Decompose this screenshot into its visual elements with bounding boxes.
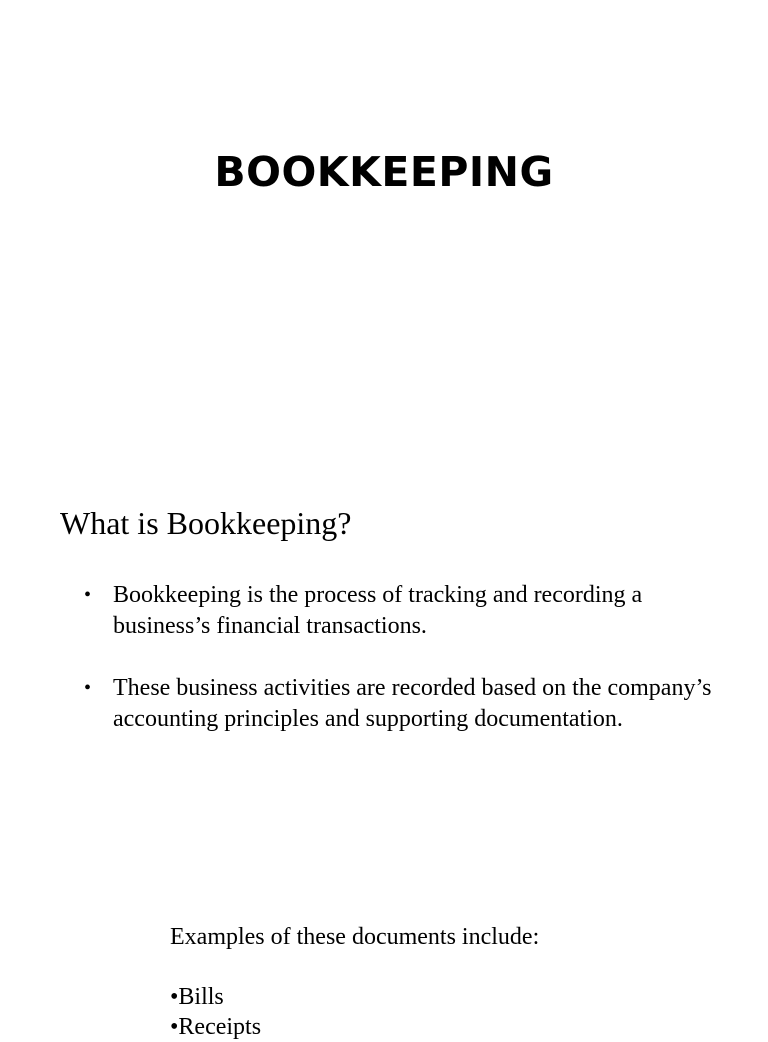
examples-item: •Bills bbox=[170, 984, 224, 1010]
examples-item: •Receipts bbox=[170, 1014, 262, 1040]
bullet-item bbox=[0, 673, 768, 735]
bullet-marker: • bbox=[84, 584, 92, 606]
examples-block bbox=[170, 922, 539, 1042]
examples-intro: Examples of these documents include: bbox=[170, 924, 540, 950]
bullet-marker: • bbox=[84, 677, 92, 699]
examples-list bbox=[170, 982, 539, 1042]
bullet-list bbox=[0, 580, 768, 766]
document-title: BOOKKEEPING bbox=[214, 148, 554, 196]
bullet-text: Bookkeeping is the process of tracking and recording a business’s financial transactions. bbox=[113, 582, 643, 639]
bullet-text: These business activities are recorded based on the company’s accounting principles and supporting documentation. bbox=[113, 675, 712, 732]
bullet-item bbox=[0, 580, 768, 642]
section-heading: What is Bookkeeping? bbox=[60, 505, 352, 541]
